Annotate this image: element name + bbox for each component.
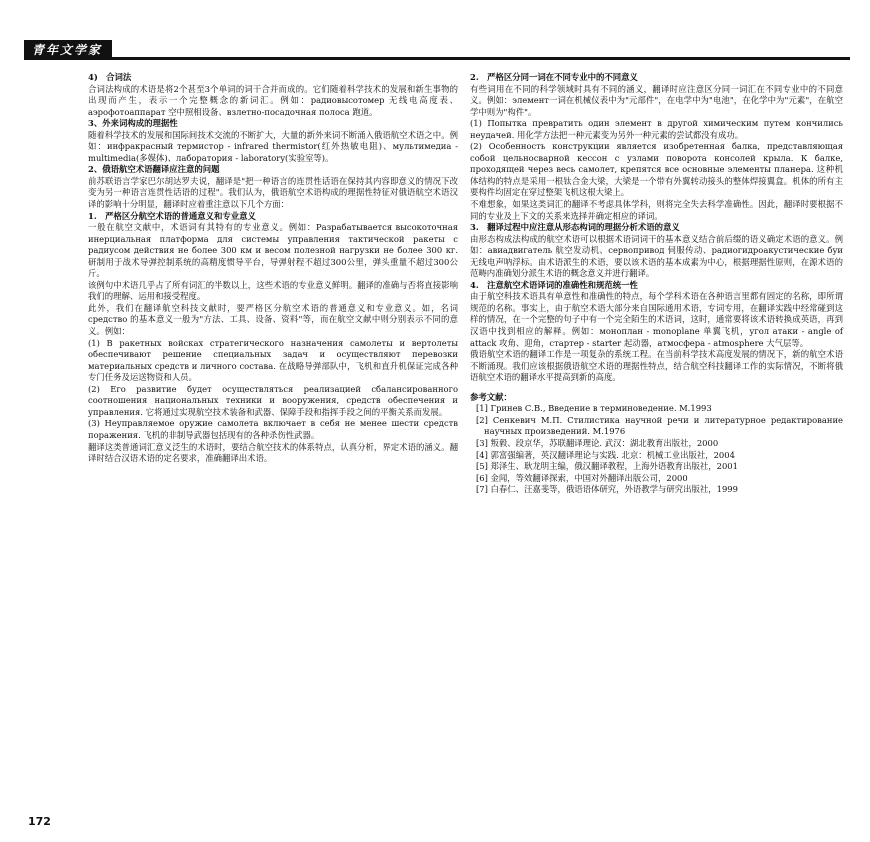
section-heading: 2、俄语航空术语翻译应注意的问题 (88, 164, 220, 175)
references-title: 参考文献： (470, 391, 512, 402)
page-number: 172 (28, 815, 51, 828)
example: (1) Попытка превратить один элемент в другой химическим путем кончились неудачей. 用化学方法把一种元素变为另外一种元素的尝试都没有成功。 (470, 118, 843, 140)
left-column (88, 72, 458, 465)
example: (2) Его развитие будет осуществляться реализацией сбалансированного соотношения национальных техники и вооружения, средств обеспечения и управления. 它将通过实现航空技术装备和武器、保障手段和指挥手段之间的平衡关系而发展。 (88, 383, 458, 417)
section-heading: 4. 注意航空术语译词的准确性和规范统一性 (470, 279, 638, 290)
right-column (470, 72, 843, 496)
header-rule (24, 57, 850, 60)
reference-item: [7] 白春仁、汪嘉斐等，俄语语体研究，外语教学与研究出版社，1999 (476, 484, 738, 495)
paragraph: 此外，我们在翻译航空科技文献时，要严格区分航空术语的普通意义和专业意义。如，名词 средство 的基本意义一般为"方法、工具、设备、资料"等，而在航空文献中则分别表示不同的意义。例如： (88, 302, 458, 337)
column-header (24, 40, 850, 60)
section-heading: 2. 严格区分同一词在不同专业中的不同意义 (470, 72, 638, 82)
paragraph: 随着科学技术的发展和国际间技术交流的不断扩大，大量的新外来词不断涌入俄语航空术语之中。例如：инфракрасный термистор - infrared thermistor(红外热敏电阻)、мультимедиа - multimedia(多媒体)、лаборатория - laboratory(实验室等)。 (88, 129, 458, 163)
reference-item: [2] Сенкевич М.П. Стилистика научной речи и литературное редактирование научных произведений. М.1976 (476, 414, 843, 437)
reference-item: [3] 叛毅、段京华，苏联翻译理论. 武汉：湖北教育出版社，2000 (476, 437, 719, 448)
paragraph: 不难想象，如果这类词汇的翻译不考虑具体学科，则将完全失去科学准确性。因此，翻译时要根据不同的专业及上下文的关系来选择并确定相应的译词。 (470, 199, 843, 221)
column-name: 青年文学家 (24, 40, 112, 60)
paragraph: 该例句中术语几乎占了所有词汇的半数以上，这些术语的专业意义鲜明。翻译的准确与否将直接影响我们的理解、运用和接受程度。 (88, 279, 458, 302)
paragraph: 翻译这类普通词汇意义泛生的术语时，要结合航空技术的体系特点，认真分析，界定术语的涵义。翻译时结合汉语术语的定名要求，准确翻译出术语。 (88, 441, 458, 464)
paragraph: 俄语航空术语的翻译工作是一项复杂的系统工程。在当前科学技术高度发展的情况下，新的航空术语不断涌现。我们应该根据俄语航空术语的理据性特点，结合航空科技翻译工作的实际情况，不断将俄语航空术语的翻译水平提高到新的高度。 (470, 349, 843, 383)
paragraph: 由形态构成法构成的航空术语可以根据术语词词干的基本意义结合前后缀的语义确定术语的意义。例如：авиадвигатель 航空发动机、сервопривод 伺服传动、радиогидроакустические буи 无线电声呐浮标。由术语派生的术语，要以该术语的基本成素为中心，根据理据性原则，在源术语的范畴内准确划分派生术语的概念意义并进行翻译。 (470, 233, 843, 279)
section-heading: 3. 翻译过程中应注意从形态构词的理据分析术语的意义 (470, 222, 680, 233)
section-heading: 1. 严格区分航空术语的普通意义和专业意义 (88, 210, 256, 221)
section-heading: 4) 合词法 (88, 72, 132, 82)
reference-item: [6] 金闻，等效翻译探索，中国对外翻译出版公司，2000 (476, 472, 688, 483)
example: (2) Особенность конструкции является изобретенная балка, представляющая собой цельносварной кессон с узлами поворота консолей крыла. К балке, проходящей через весь самолет, крепятся все основные элементы планера. 这种机体结构的特点是采用一根钛合金大梁，大梁是一个带有外翼转动接头的整体焊接翼盒。机体的所有主要构件均固定在穿过整架飞机这根大梁上。 (470, 141, 843, 198)
paragraph: 合词法构成的术语是将2个甚至3个单词的词干合并而成的。它们随着科学技术的发展和新生事物的出现而产生，表示一个完整概念的新词汇。例如：радиовысотомер 无线电高度表、аэрофотоаппарат 空中照相设备、взлетно-посадочная полоса 跑道。 (88, 83, 458, 117)
paragraph: 一般在航空文献中，术语词有其特有的专业意义。例如：Разрабатывается высокоточная инерциальная платформа для системы управления тактической ракеты с радиусом действия не более 300 км и весом полезной нагрузки не более 300 кг. 研制用于战术导弹控制系统的高精度惯导平台，导弹射程不超过300公里，弹头重量不超过300公斤。 (88, 222, 458, 279)
paragraph: 由于航空科技术语具有单意性和准确性的特点，每个学科术语在各种语言里都有固定的名称，即所谓规范的名称。事实上，由于航空术语大部分来自国际通用术语，专词专用，在翻译实践中经常碰到这样的情况，在一个完整的句子中有一个完全陌生的术语词，这时，通常要将该术语转换成英语，再到汉语中找到相应的解释。例如：моноплан - monoplane 单翼飞机，угол атаки - angle of attack 攻角、迎角，стартер - starter 起动器，атмосфера - atmosphere 大气层等。 (470, 291, 843, 348)
example: (3) Неуправляемое оружие самолета включает в себя не менее шести средств поражения. 飞机的非制导武器包括现有的各种杀伤性武器。 (88, 418, 458, 440)
section-heading: 3、外来词构成的理据性 (88, 118, 178, 129)
paragraph: 有些词用在不同的科学领域时具有不同的涵义，翻译时应注意区分同一词汇在不同专业中的不同意义。例如：элемент一词在机械仪表中为"元部件"，在电学中为"电池"，在化学中为"元素"，在航空学中则为"构件"。 (470, 83, 843, 117)
reference-item: [4] 郭富强编著，英汉翻译理论与实践. 北京：机械工业出版社，2004 (476, 449, 735, 460)
example: (1) В ракетных войсках стратегического назначения самолеты и вертолеты обеспечивают решение специальных задач и осуществляют перевозки материальных средств и личного состава. 在战略导弹部队中，飞机和直升机保证完成各种专门任务及运送物资和人员。 (88, 337, 458, 383)
reference-item: [5] 郑泽生、耿龙明主编，俄汉翻译教程，上海外语教育出版社，2001 (476, 461, 738, 472)
reference-item: [1] Гринев С.В., Введение в терминоведение. М.1993 (476, 403, 712, 414)
paragraph: 前苏联语言学家巴尔胡达罗夫说，翻译是"把一种语言的连贯性话语在保持其内容即意义的情况下改变为另一种语言连贯性话语的过程"。我们认为，俄语航空术语构成的理据性特征对俄语航空术语汉译的影响十分明显，翻译时应着重注意以下几个方面： (88, 175, 458, 210)
